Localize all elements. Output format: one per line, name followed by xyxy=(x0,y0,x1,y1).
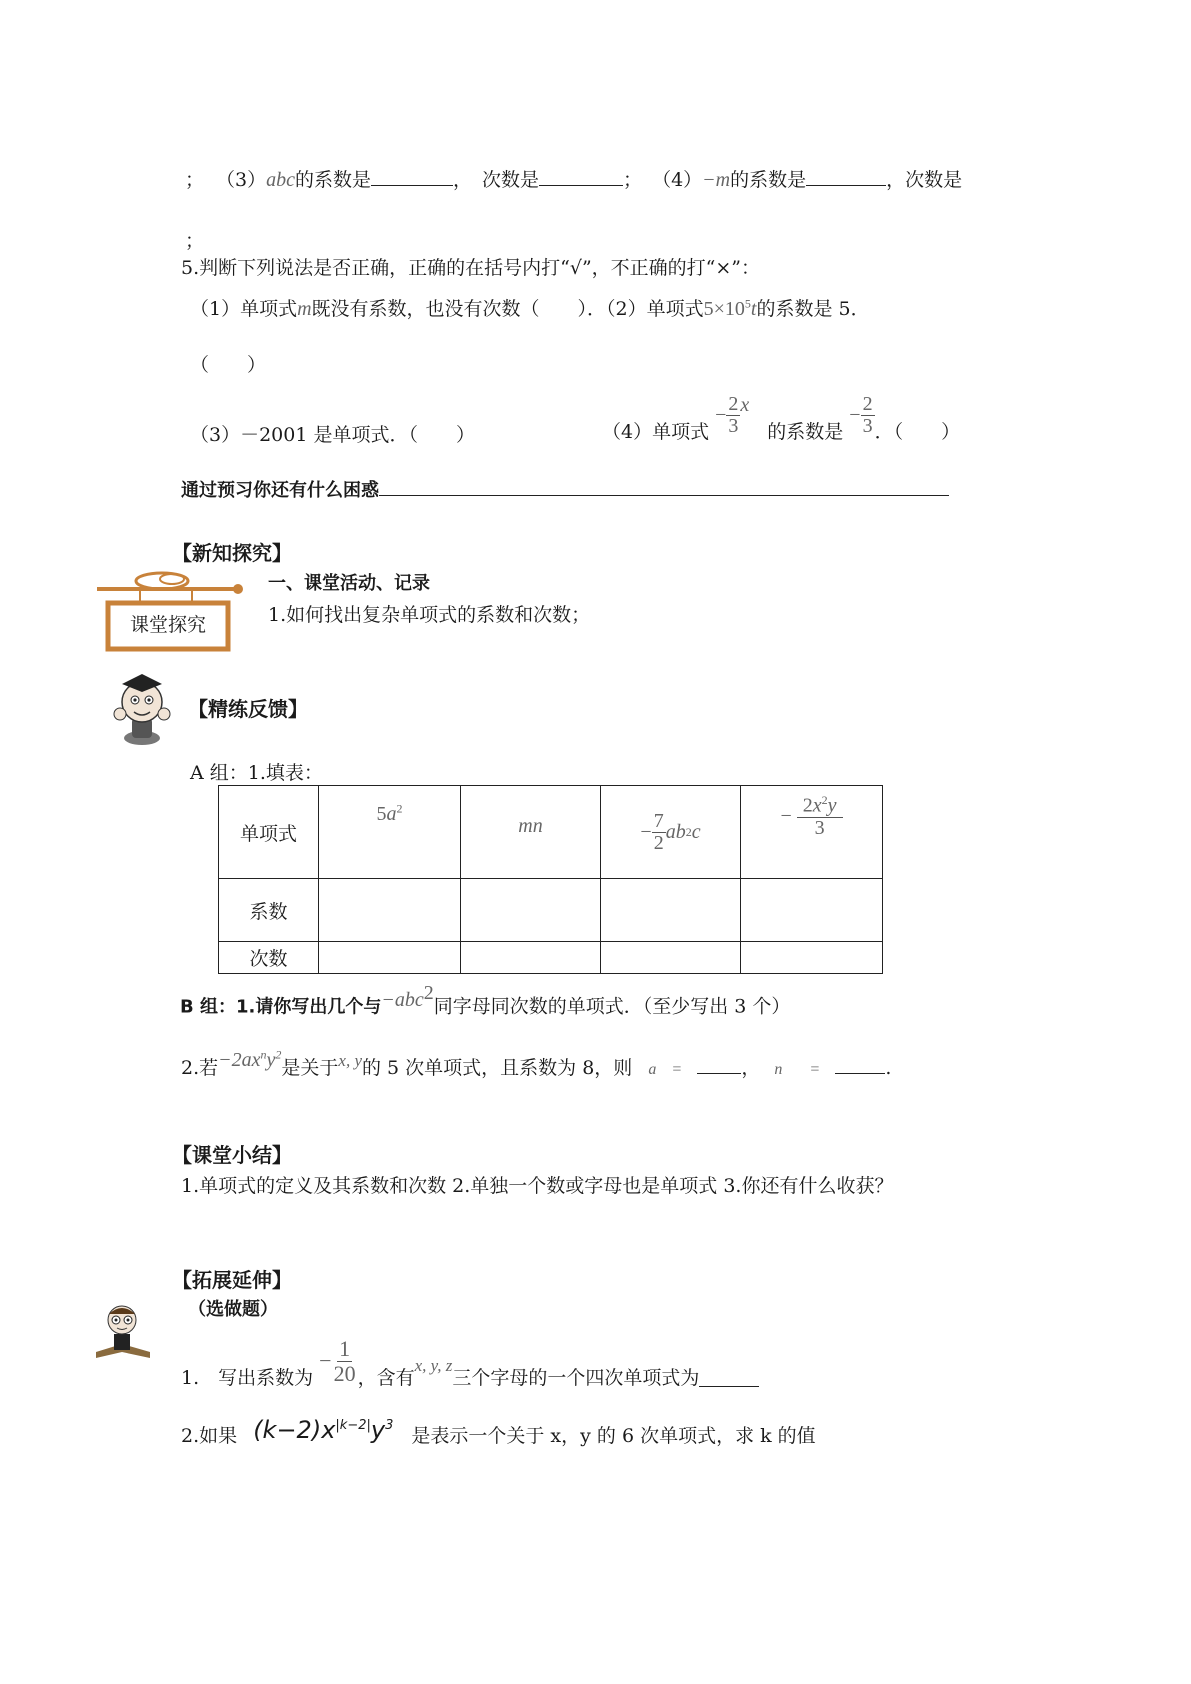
teacher-reading-icon xyxy=(92,1300,154,1360)
q4-line xyxy=(185,165,962,192)
item-1-rest: 既没有系数，也没有次数（ ）．（2）单项式 xyxy=(311,298,704,320)
fraction-2-3: $\frac{2}{3}$ xyxy=(862,392,873,437)
semicolon: ； xyxy=(185,169,205,191)
answer-blank-n[interactable] xyxy=(835,1053,885,1074)
coef-label: 的系数是 xyxy=(730,169,807,191)
answer-paren[interactable]: （ ） xyxy=(190,354,267,376)
extension-q1: 1. 写出系数为 − $\frac{1}{20}$ ，含有 x, y, z 三个字母的一个四次单项式为 xyxy=(181,1326,759,1396)
table-cell-monomial: $5a^2$ xyxy=(319,786,461,879)
confusion-blank[interactable] xyxy=(379,475,949,496)
semicolon: ； xyxy=(623,169,643,191)
table-row-label: 次数 xyxy=(219,942,319,974)
comma: ， xyxy=(453,169,473,191)
item-3-label: （3） xyxy=(216,169,267,191)
table-row-label: 系数 xyxy=(219,879,319,942)
table-cell-monomial: − $\frac{2x^2y}{3}$ xyxy=(741,786,883,879)
table-cell-answer[interactable] xyxy=(601,879,741,942)
answer-blank[interactable] xyxy=(699,1366,759,1387)
badge-label: 课堂探究 xyxy=(130,614,207,636)
answer-blank[interactable] xyxy=(371,165,453,186)
table-cell-answer[interactable] xyxy=(319,942,461,974)
answer-blank-a[interactable] xyxy=(697,1053,741,1074)
expr-neg-m: −m xyxy=(702,169,731,191)
section-summary-title: 【课堂小结】 xyxy=(172,1143,292,1167)
fraction-2-3: $\frac{2}{3}$ xyxy=(728,392,739,437)
section-feedback-title: 【精练反馈】 xyxy=(188,697,308,721)
table-cell-monomial: − $\frac{7}{2}$ ab 2 c xyxy=(601,786,741,879)
table-cell-answer[interactable] xyxy=(741,879,883,942)
table-cell-answer[interactable] xyxy=(461,942,601,974)
extension-q2: 2.如果 $(k-2)x^{|k-2|}y^3$ 是表示一个关于 x，y 的 6 次单项式，求 k 的值 xyxy=(181,1416,816,1447)
item-4-text: （4）单项式 xyxy=(602,420,710,443)
coef-label: 的系数是 xyxy=(295,169,372,191)
expr-abc: abc xyxy=(266,169,295,191)
fraction-1-20: $\frac{1}{20}$ xyxy=(333,1336,356,1386)
student-cartoon-icon xyxy=(110,670,172,746)
answer-blank[interactable] xyxy=(539,165,623,186)
activity-question: 1.如何找出复杂单项式的系数和次数； xyxy=(268,604,591,626)
activity-title: 一、课堂活动、记录 xyxy=(268,573,430,594)
semicolon: ； xyxy=(185,230,205,252)
group-b-q2: 2.若$-2ax^ny^2$是关于x, y的 5 次单项式，且系数为 8，则 a = ， n = . xyxy=(181,1047,892,1079)
degree-label: ，次数是 xyxy=(886,169,963,191)
degree-label: 次数是 xyxy=(482,169,540,191)
table-row-label: 单项式 xyxy=(219,786,319,879)
expr-m: m xyxy=(297,298,312,320)
expr-5x10-5t: $5\times 10^5t$ xyxy=(703,296,757,320)
table-cell-answer[interactable] xyxy=(741,942,883,974)
q5-line-1 xyxy=(190,294,870,321)
item-4-label: （4） xyxy=(652,169,703,191)
answer-paren: ．（ ） xyxy=(874,420,961,443)
confusion-line: 通过预习你还有什么困惑 xyxy=(181,475,949,502)
table-cell-answer[interactable] xyxy=(461,879,601,942)
q5-title: 5.判断下列说法是否正确，正确的在括号内打“√”，不正确的打“×”： xyxy=(181,257,761,279)
optional-label: （选做题） xyxy=(188,1299,278,1320)
item-1-text: （1）单项式 xyxy=(190,298,298,320)
q5-item-4: （4）单项式 − $\frac{2}{3}$ x 的系数是 − $\frac{2}{3}$ ．（ ） xyxy=(602,392,961,443)
table-cell-answer[interactable] xyxy=(319,879,461,942)
group-b-q1: B 组：1.请你写出几个与−abc$^2$同字母同次数的单项式．（至少写出 3 个） xyxy=(180,982,791,1018)
group-a-label: A 组：1.填表： xyxy=(190,762,323,784)
classroom-explore-icon xyxy=(92,565,252,655)
answer-blank[interactable] xyxy=(806,165,886,186)
fill-table xyxy=(218,785,883,974)
item-2-rest: 的系数是 5． xyxy=(756,298,870,320)
section-extend-title: 【拓展延伸】 xyxy=(172,1268,292,1292)
table-cell-monomial: mn xyxy=(461,786,601,879)
summary-text: 1.单项式的定义及其系数和次数 2.单独一个数或字母也是单项式 3.你还有什么收获？ xyxy=(181,1175,894,1197)
q5-item-3: （3）－2001 是单项式．（ ） xyxy=(190,424,475,446)
section-explore-title: 【新知探究】 xyxy=(172,541,292,565)
table-cell-answer[interactable] xyxy=(601,942,741,974)
coef-label: 的系数是 xyxy=(767,420,844,443)
